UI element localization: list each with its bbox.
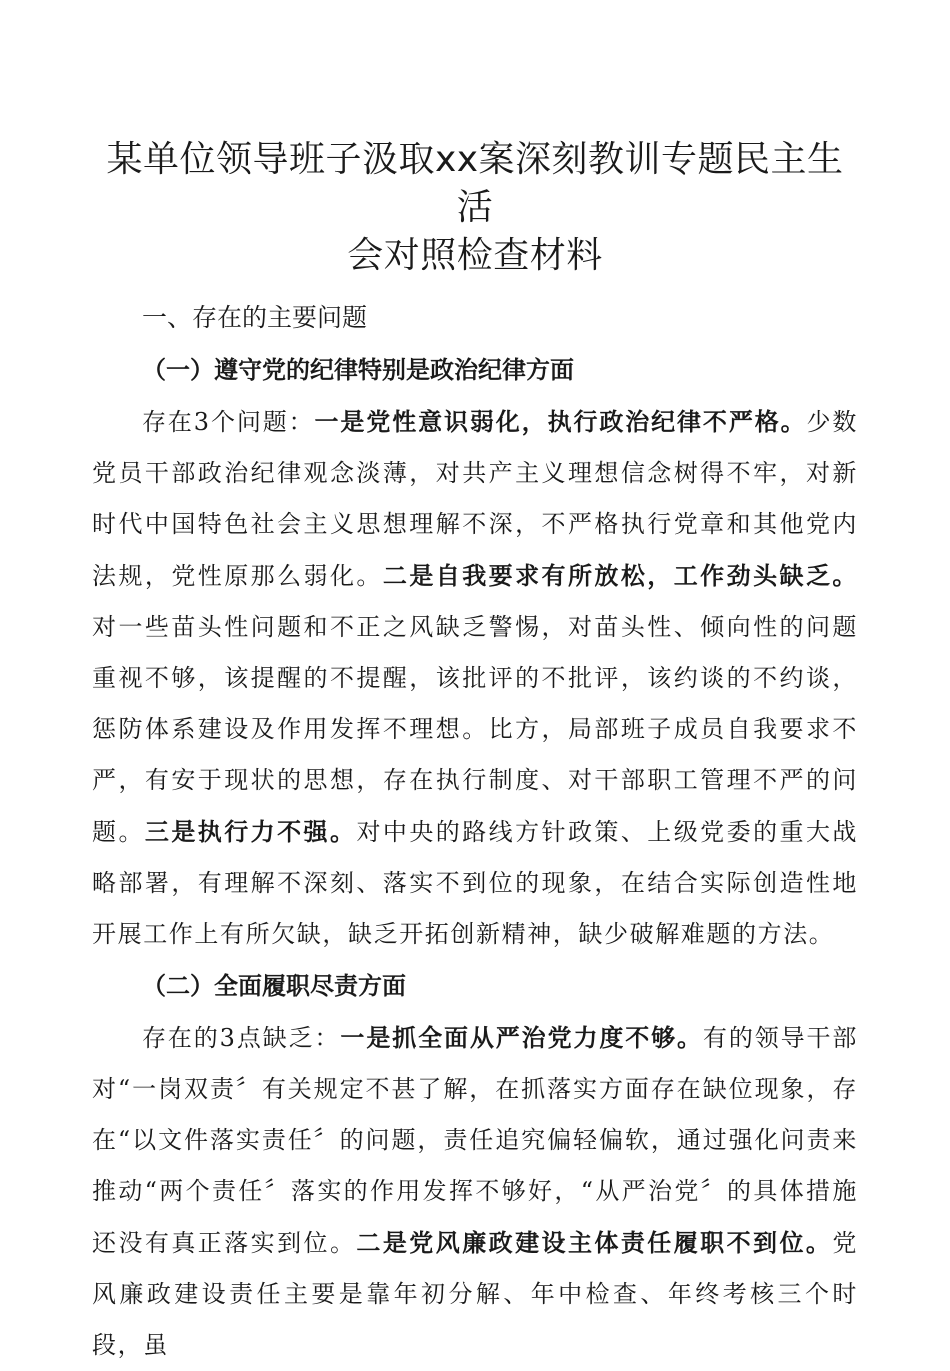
run: 党风廉政建设责任主要是靠年初分解、年中检查、年终考核三个时段，虽 (92, 1229, 858, 1359)
run: 存在3个问题： (142, 408, 315, 436)
section-heading-1: 一、存在的主要问题 (142, 303, 368, 332)
run: 对中央的路线方针政策、上级党委的重大战略部署，有理解不深刻、落实不到位的现象，在结合实际创造性地开展工作上有所欠缺，缺乏开拓创新精神，缺少破解难题的方法。 (92, 818, 858, 948)
paragraph-1 (92, 396, 858, 960)
bold-run: 二是自我要求有所放松，工作劲头缺乏。 (382, 561, 858, 590)
run: 存在的3点缺乏： (142, 1024, 341, 1052)
bold-run: 一是抓全面从严治党力度不够。 (340, 1023, 703, 1052)
title-line-2: 会对照检查材料 (347, 235, 603, 276)
subsection-heading-2: （二）全面履职尽责方面 (142, 971, 406, 1000)
title-line-1: 某单位领导班子汲取xx案深刻教训专题民主生活 (106, 139, 844, 228)
bold-run: 三是执行力不强。 (144, 817, 357, 846)
document-title (92, 136, 858, 280)
run: 有的领导干部对“一岗双责〞有关规定不甚了解，在抓落实方面存在缺位现象，存在“以文件落实责任〞的问题，责任追究偏轻偏软，通过强化问责来推动“两个责任〞落实的作用发挥不够好，“从严治党〞的具体措施还没有真正落实到位。 (92, 1024, 858, 1257)
bold-run: 二是党风廉政建设主体责任履职不到位。 (356, 1228, 833, 1257)
run: 对一些苗头性问题和不正之风缺乏警惕，对苗头性、倾向性的问题重视不够，该提醒的不提醒，该批评的不批评，该约谈的不约谈，惩防体系建设及作用发挥不理想。比方，局部班子成员自我要求不严，有安于现状的思想，存在执行制度、对干部职工管理不严的问题。 (92, 613, 858, 846)
paragraph-2 (92, 1012, 858, 1371)
run: 少数党员干部政治纪律观念淡薄，对共产主义理想信念树得不牢，对新时代中国特色社会主义思想理解不深，不严格执行党章和其他党内法规，党性原那么弱化。 (92, 408, 858, 590)
subsection-heading-1: （一）遵守党的纪律特别是政治纪律方面 (142, 355, 574, 384)
bold-run: 一是党性意识弱化，执行政治纪律不严格。 (314, 407, 807, 436)
